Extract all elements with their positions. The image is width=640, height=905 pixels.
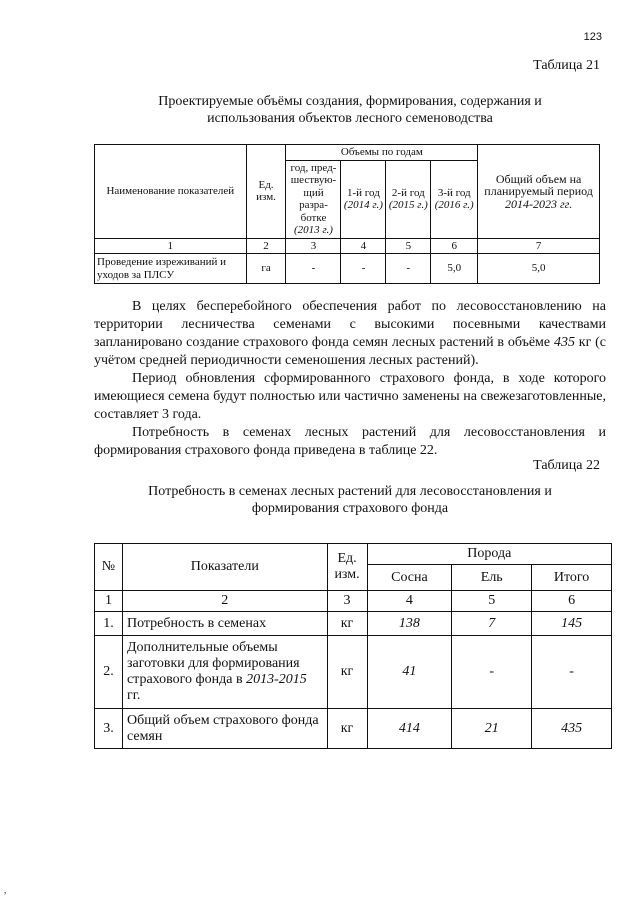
t21-head-name: Наименование показателей: [95, 145, 247, 239]
t21-head-total-years: 2014-2023 гг.: [505, 196, 573, 211]
t21-head-total: [478, 145, 600, 239]
t22-row1-total: 145: [532, 612, 612, 636]
paragraph-1-a: В целях бесперебойного обеспечения работ по лесовосстановлению на территории лесничества семенами с высокими посевными качествами запланировано создание страхового фонда семян лесных растений в объёме: [94, 299, 606, 350]
t22-row3-spruce: 21: [452, 709, 532, 749]
t21-head-y3-year: (2016 г.): [434, 199, 474, 211]
t21-head-y2-year: (2015 г.): [388, 199, 428, 211]
paragraph-2: Период обновления сформированного страхового фонда, в ходе которого имеющиеся семена будут полностью или частично заменены на свежезаготовленные, составляет 3 года.: [94, 371, 606, 422]
t22-head-pine: Сосна: [367, 565, 452, 591]
t22-row2-name-cell: [122, 636, 327, 709]
t22-num-4: 4: [367, 591, 452, 612]
t21-head-prev-year: (2013 г.): [293, 224, 333, 236]
t22-row3-name: Общий объем страхового фонда семян: [122, 709, 327, 749]
t22-row3-num: 3.: [95, 709, 123, 749]
t22-row2-name: Дополнительные объемы заготовки для формирования страхового фонда в: [126, 640, 300, 687]
t22-head-unit: Ед. изм.: [327, 544, 367, 591]
t22-head-species: Порода: [367, 544, 611, 565]
paragraph-3: Потребность в семенах лесных растений для лесовосстановления и формирования страхового фонда приведена в таблице 22.: [94, 425, 606, 458]
t22-row2-unit: кг: [327, 636, 367, 709]
t22-row3-pine: 414: [367, 709, 452, 749]
t21-row-c6: 5,0: [431, 254, 478, 284]
t21-head-volumes: Объемы по годам: [286, 145, 478, 161]
t22-number-row: [95, 591, 612, 612]
t22-head-spruce: Ель: [452, 565, 532, 591]
t22-row2-total: -: [532, 636, 612, 709]
t21-num-5: 5: [386, 238, 431, 254]
t21-row-c5: -: [386, 254, 431, 284]
paragraph-1-value: 435: [553, 335, 575, 350]
table22-title: [80, 483, 620, 517]
t22-num-1: 1: [95, 591, 123, 612]
table-row: [95, 636, 612, 709]
t22-row2-years: 2013-2015: [246, 672, 307, 687]
t21-head-prev: [286, 160, 341, 238]
t21-num-7: 7: [478, 238, 600, 254]
t22-num-6: 6: [532, 591, 612, 612]
t21-row-c3: -: [286, 254, 341, 284]
t22-row2-num: 2.: [95, 636, 123, 709]
table21: [94, 144, 600, 284]
t22-row1-name: Потребность в семенах: [122, 612, 327, 636]
table-row: [95, 254, 600, 284]
t21-row-c7: 5,0: [478, 254, 600, 284]
t21-num-2: 2: [246, 238, 286, 254]
t21-head-y2: [386, 160, 431, 238]
t21-head-y1-label: 1-й год: [347, 186, 380, 199]
t21-num-3: 3: [286, 238, 341, 254]
t22-row1-spruce: 7: [452, 612, 532, 636]
t22-row1-num: 1.: [95, 612, 123, 636]
t21-row-c4: -: [341, 254, 386, 284]
t22-row3-unit: кг: [327, 709, 367, 749]
table-row: [95, 612, 612, 636]
edge-mark: ,: [4, 885, 7, 895]
table21-label: Таблица 21: [533, 58, 600, 73]
t22-num-5: 5: [452, 591, 532, 612]
t21-num-4: 4: [341, 238, 386, 254]
t21-head-y2-label: 2-й год: [391, 186, 425, 199]
t22-num-3: 3: [327, 591, 367, 612]
t22-row1-pine: 138: [367, 612, 452, 636]
t21-num-6: 6: [431, 238, 478, 254]
table22: [94, 543, 612, 749]
t22-row2-suffix: гг.: [126, 688, 141, 703]
table21-title-line1: Проектируемые объёмы создания, формирования, содержания и: [158, 94, 542, 109]
t22-head-indicators: Показатели: [122, 544, 327, 591]
t21-head-y1: [341, 160, 386, 238]
t21-head-y1-year: (2014 г.): [343, 199, 383, 211]
t22-num-2: 2: [122, 591, 327, 612]
table21-title-line2: использования объектов лесного семеноводства: [207, 111, 493, 126]
t21-head-y3: [431, 160, 478, 238]
t21-head-prev-text: год, пред-шествую-щий разра-ботке: [290, 161, 337, 224]
t21-head-unit: Ед. изм.: [246, 145, 286, 239]
t21-num-1: 1: [95, 238, 247, 254]
table22-label: Таблица 22: [533, 458, 600, 473]
body-text: [94, 298, 606, 460]
t22-row1-unit: кг: [327, 612, 367, 636]
t21-number-row: [95, 238, 600, 254]
t22-head-total: Итого: [532, 565, 612, 591]
page-number: 123: [583, 31, 602, 43]
table22-title-line2: формирования страхового фонда: [251, 501, 449, 516]
t21-head-total-text: Общий объем на планируемый период: [484, 171, 593, 198]
paragraph-1: [94, 298, 606, 370]
t21-head-y3-label: 3-й год: [437, 186, 471, 199]
t21-row-unit: га: [246, 254, 286, 284]
table21-title: [80, 93, 620, 127]
t22-row3-total: 435: [532, 709, 612, 749]
table-row: [95, 709, 612, 749]
t22-head-num: №: [95, 544, 123, 591]
paragraph-1-b: кг (с учётом средней периодичности семеношения лесных растений).: [94, 335, 607, 368]
table22-title-line1: Потребность в семенах лесных растений для лесовосстановления и: [148, 484, 552, 499]
t22-row2-pine: 41: [367, 636, 452, 709]
t21-row-name: Проведение изреживаний и уходов за ПЛСУ: [95, 254, 247, 284]
t22-row2-spruce: -: [452, 636, 532, 709]
